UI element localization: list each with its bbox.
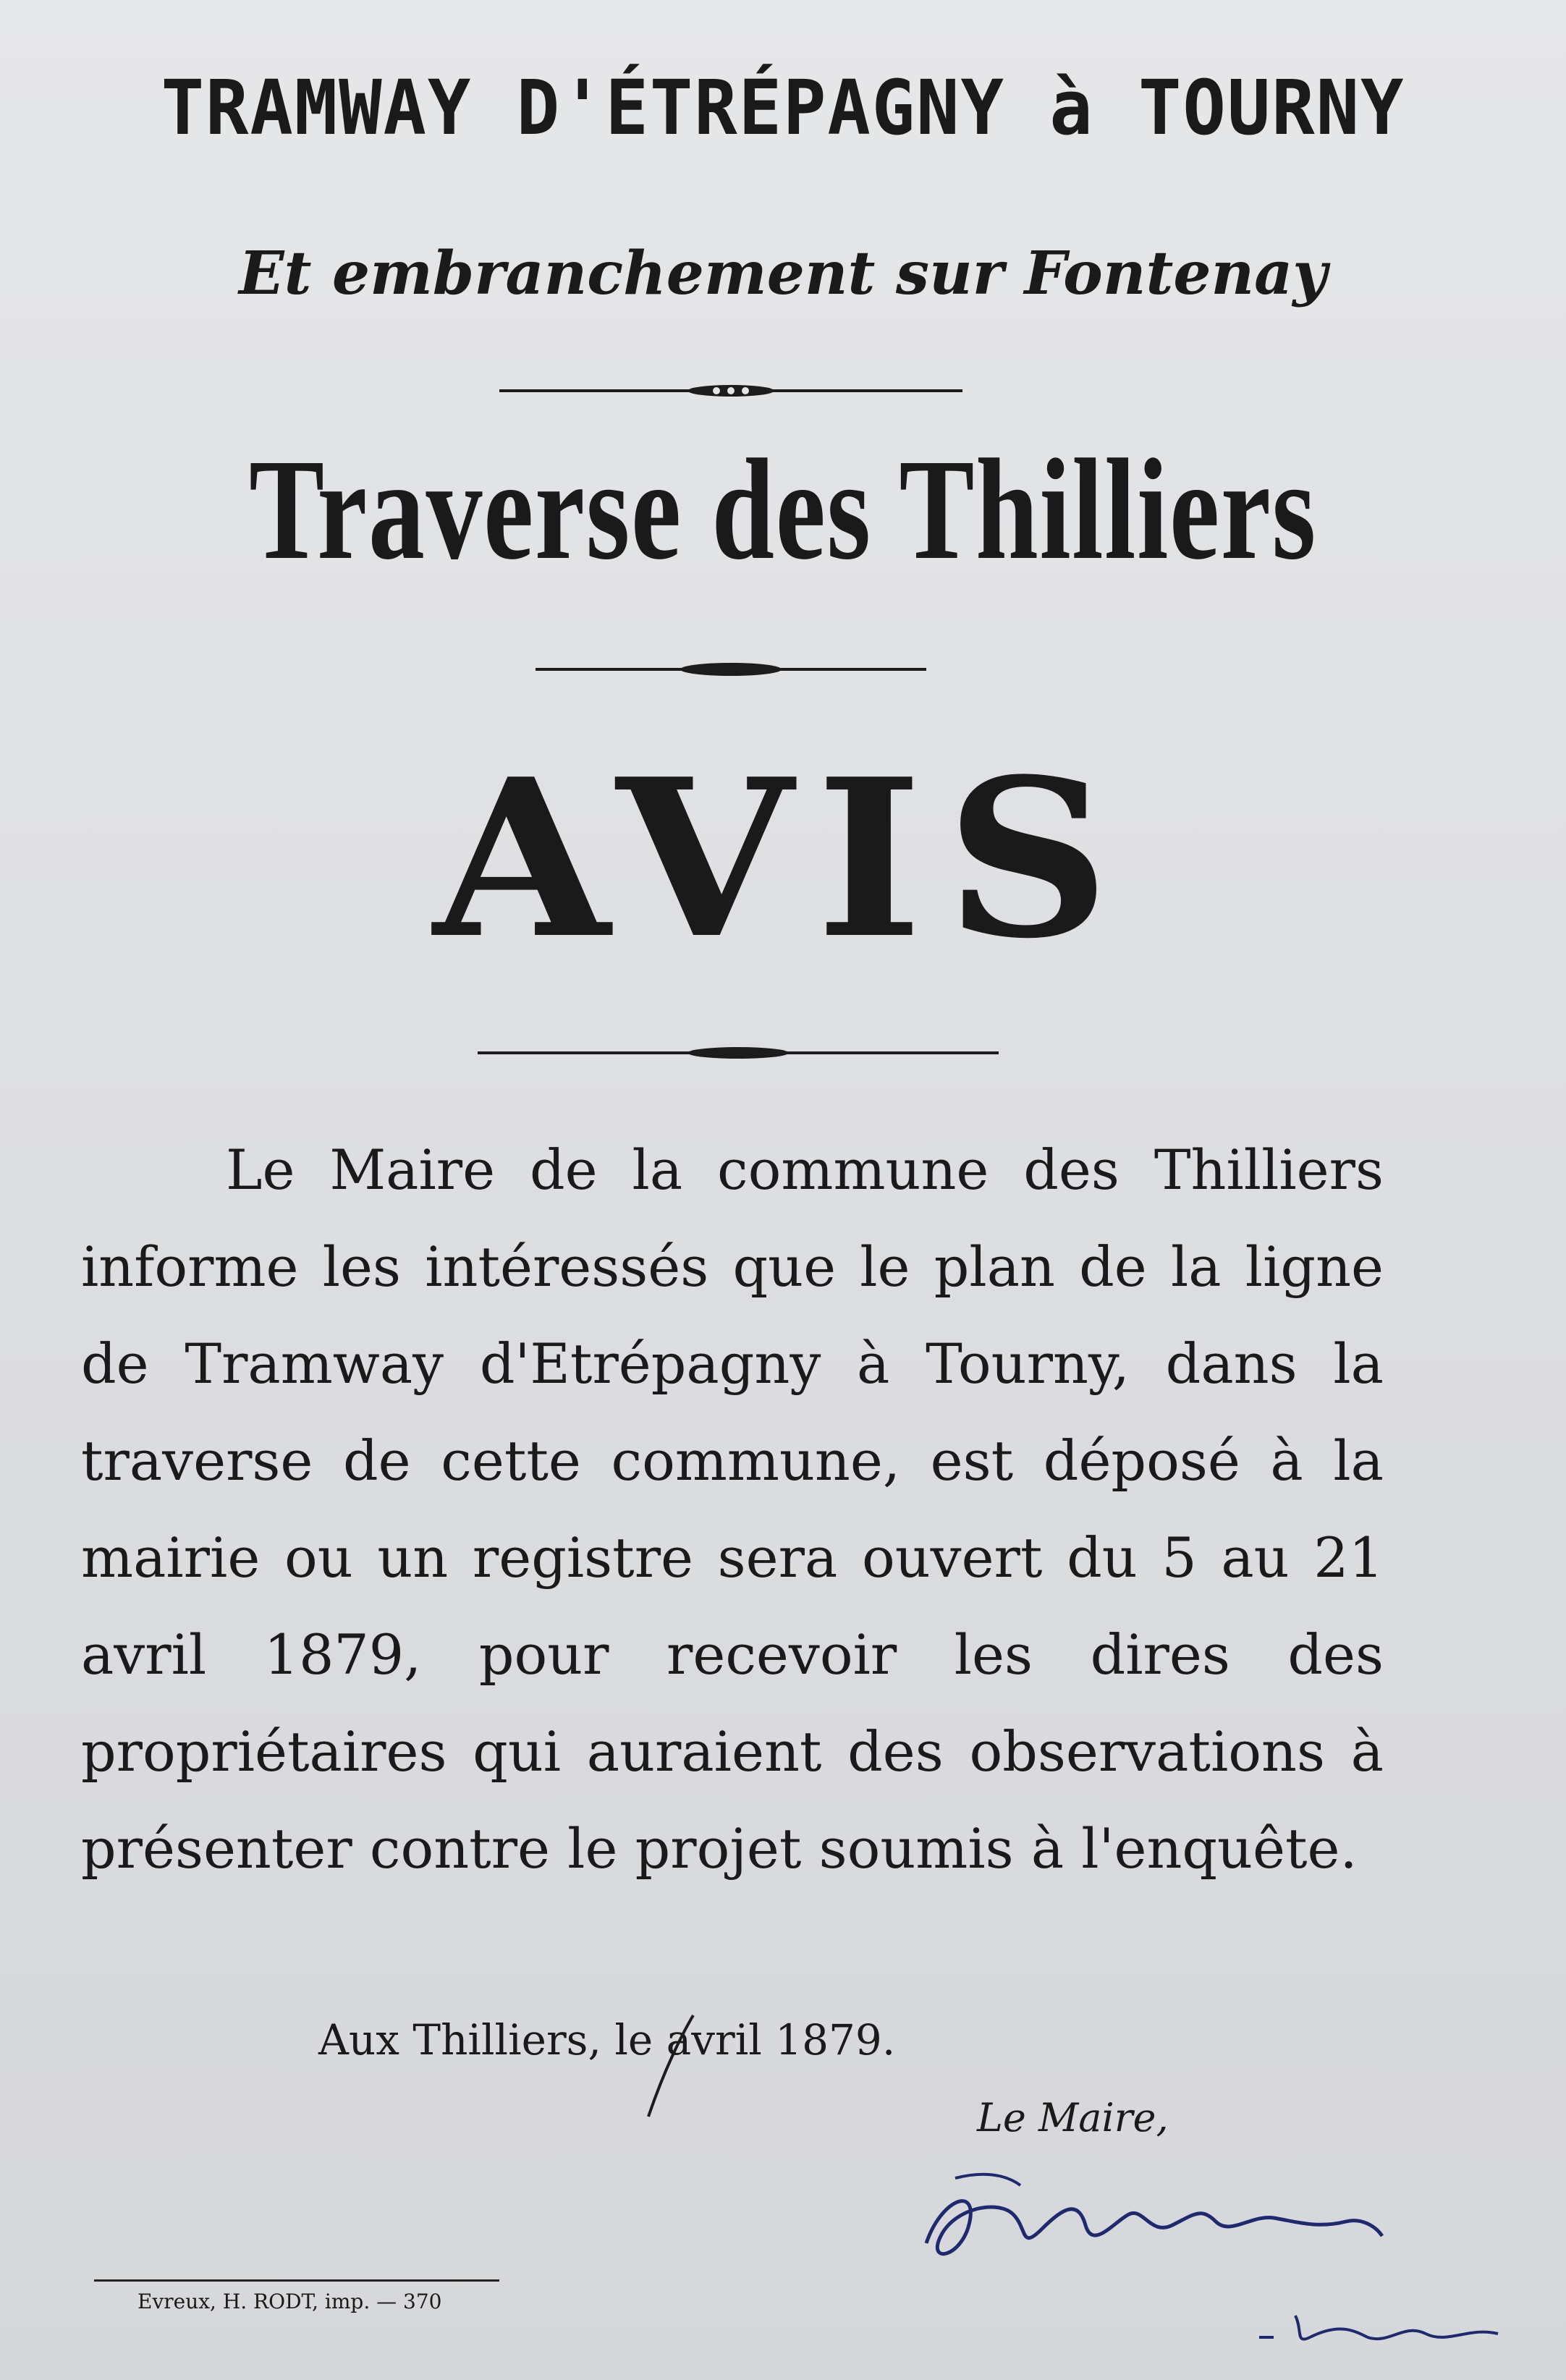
notice-body: Le Maire de la commune des Thilliers informe les intéressés que le plan de la ligne de Tramway d'Etrépagny à Tourny, dans la traverse de cette commune, est déposé à la mairie ou un registre sera ouvert du 5 au 21 avril 1879, pour recevoir les dires des propriétaires qui auraient des observations à présenter contre le projet soumis à l'enquête. — [81, 1138, 1384, 1881]
printer-rule — [94, 2279, 499, 2282]
ornament-divider-2 — [536, 658, 926, 680]
signatory-label: Le Maire, — [977, 2095, 1169, 2140]
initials-mark — [1252, 2301, 1512, 2352]
page-title: Traverse des Thilliers — [249, 430, 1317, 590]
header-line-1: TRAMWAY D'ÉTRÉPAGNY à TOURNY — [161, 64, 1405, 152]
ornament-divider-1 — [499, 380, 962, 402]
date-line: Aux Thilliers, le avril 1879. — [318, 2015, 896, 2064]
ornament-divider-3 — [478, 1042, 999, 1064]
header-line-2: Et embranchement sur Fontenay — [239, 239, 1327, 308]
printer-imprint: Evreux, H. RODT, imp. — 370 — [137, 2290, 442, 2313]
handwritten-day-mark — [643, 2012, 701, 2120]
signature-icon — [912, 2156, 1389, 2279]
notice-heading: AVIS — [433, 731, 1133, 986]
